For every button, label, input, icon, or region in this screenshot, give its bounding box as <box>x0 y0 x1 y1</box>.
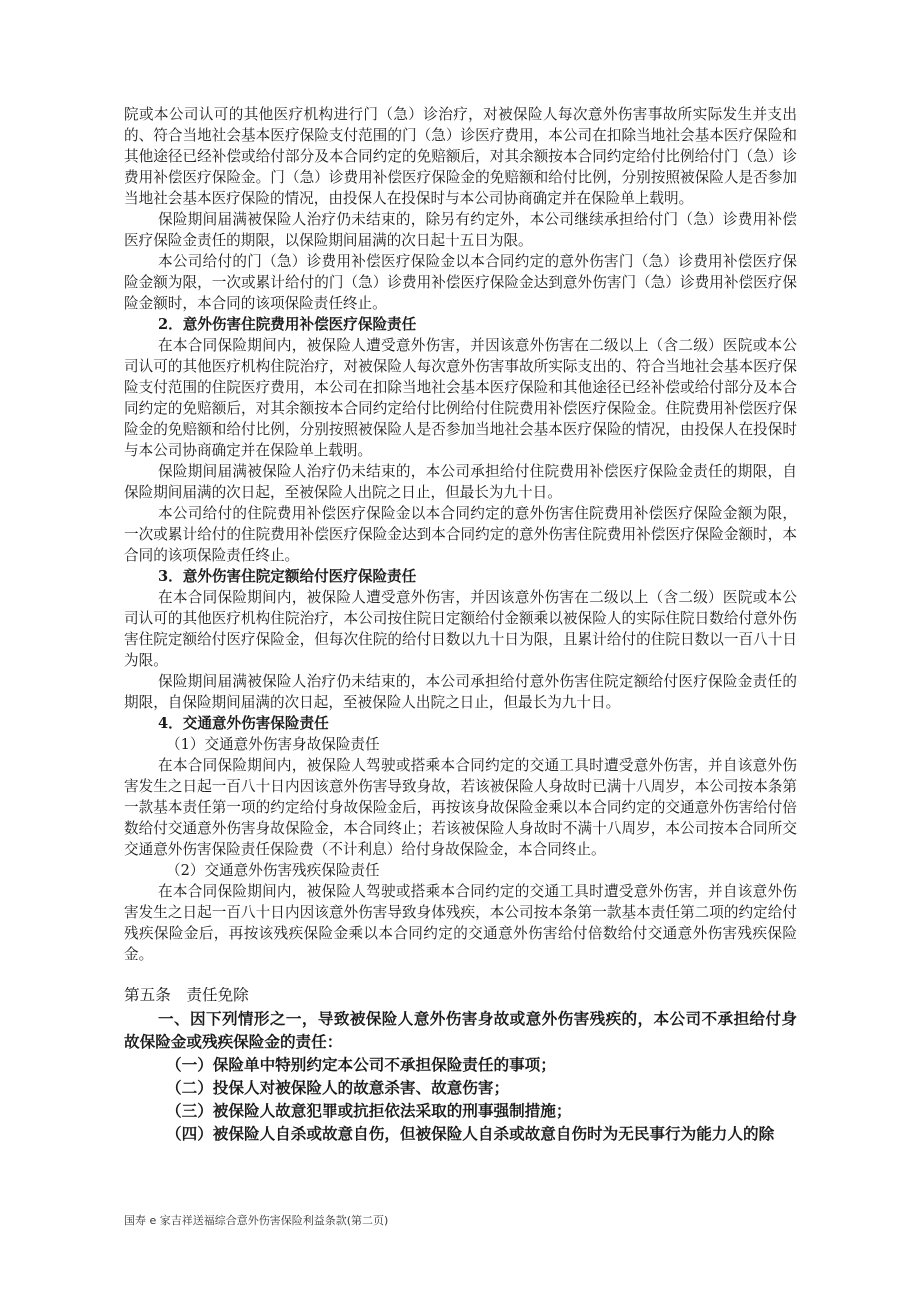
subheading-traffic-disability: （2）交通意外伤害残疾保险责任 <box>166 862 380 879</box>
exclusion-item: （二）投保人对被保险人的故意杀害、故意伤害； <box>166 1078 510 1097</box>
heading-inpatient-fixed: 3．意外伤害住院定额给付医疗保险责任 <box>158 568 417 585</box>
paragraph-inpatient-coverage: 在本合同保险期间内，被保险人遭受意外伤害，并因该意外伤害在二级以上（含二级）医院或本公司认可的其他医疗机构住院治疗，对被保险人每次意外伤害事故所实际支出的、符合当地社会基本医疗保险支付范围的住院医疗费用，本公司在扣除当地社会基本医疗保险和其他途径已经补偿或给付部分及本合同约定的免赔额后，对其余额按本合同约定给付比例给付住院费用补偿医疗保险金。住院费用补偿医疗保险金的免赔额和给付比例，分别按照被保险人是否参加当地社会基本医疗保险的情况，由投保人在投保时与本公司协商确定并在保险单上载明。 <box>124 337 797 459</box>
subheading-traffic-death: （1）交通意外伤害身故保险责任 <box>166 736 380 753</box>
section-exclusions <box>124 984 797 1145</box>
paragraph-fixed-coverage: 在本合同保险期间内，被保险人遭受意外伤害，并因该意外伤害在二级以上（含二级）医院或本公司认可的其他医疗机构住院治疗，本公司按住院日定额给付金额乘以被保险人的实际住院日数给付意外伤害住院定额给付医疗保险金，但每次住院的给付日数以九十日为限，且累计给付的住院日数以一百八十日为限。 <box>124 589 797 669</box>
paragraph-fixed-period: 保险期间届满被保险人治疗仍未结束的，本公司承担给付意外伤害住院定额给付医疗保险金责任的期限，自保险期间届满的次日起，至被保险人出院之日止，但最长为九十日。 <box>124 673 797 711</box>
paragraph-traffic-death: 在本合同保险期间内，被保险人驾驶或搭乘本合同约定的交通工具时遭受意外伤害，并自该意外伤害发生之日起一百八十日内因该意外伤害导致身故，若该被保险人身故时已满十八周岁，本公司按本条第一款基本责任第一项的约定给付身故保险金后，再按该身故保险金乘以本合同约定的交通意外伤害给付倍数给付交通意外伤害身故保险金，本合同终止；若该被保险人身故时不满十八周岁，本公司按本合同所交交通意外伤害保险责任保险费（不计利息）给付身故保险金，本合同终止。 <box>124 757 797 858</box>
document-body <box>124 104 797 1145</box>
paragraph-traffic-disability: 在本合同保险期间内，被保险人驾驶或搭乘本合同约定的交通工具时遭受意外伤害，并自该意外伤害发生之日起一百八十日内因该意外伤害导致身体残疾，本公司按本条第一款基本责任第二项的约定给付残疾保险金后，再按该残疾保险金乘以本合同约定的交通意外伤害给付倍数给付交通意外伤害残疾保险金。 <box>124 883 797 963</box>
paragraph-inpatient-period: 保险期间届满被保险人治疗仍未结束的，本公司承担给付住院费用补偿医疗保险金责任的期限，自保险期间届满的次日起，至被保险人出院之日止，但最长为九十日。 <box>124 463 797 501</box>
exclusion-item: （三）被保险人故意犯罪或抗拒依法采取的刑事强制措施； <box>166 1101 572 1120</box>
paragraph-outpatient-cont: 院或本公司认可的其他医疗机构进行门（急）诊治疗，对被保险人每次意外伤害事故所实际发生并支出的、符合当地社会基本医疗保险支付范围的门（急）诊医疗费用，本公司在扣除当地社会基本医疗保险和其他途径已经补偿或给付部分及本合同约定的免赔额后，对其余额按本合同约定给付比例给付门（急）诊费用补偿医疗保险金。门（急）诊费用补偿医疗保险金的免赔额和给付比例，分别按照被保险人是否参加当地社会基本医疗保险的情况，由投保人在投保时与本公司协商确定并在保险单上载明。 <box>124 106 797 207</box>
paragraph-outpatient-limit: 本公司给付的门（急）诊费用补偿医疗保险金以本合同约定的意外伤害门（急）诊费用补偿医疗保险金额为限，一次或累计给付的门（急）诊费用补偿医疗保险金达到意外伤害门（急）诊费用补偿医疗保险金额时，本合同的该项保险责任终止。 <box>124 253 797 312</box>
heading-inpatient-reimbursement: 2．意外伤害住院费用补偿医疗保险责任 <box>158 316 417 333</box>
paragraph-outpatient-period: 保险期间届满被保险人治疗仍未结束的，除另有约定外，本公司继续承担给付门（急）诊费用补偿医疗保险金责任的期限，以保险期间届满的次日起十五日为限。 <box>124 211 797 249</box>
exclusion-item: （四）被保险人自杀或故意自伤，但被保险人自杀或故意自伤时为无民事行为能力人的除 <box>166 1124 775 1143</box>
paragraph-inpatient-limit: 本公司给付的住院费用补偿医疗保险金以本合同约定的意外伤害住院费用补偿医疗保险金额为限，一次或累计给付的住院费用补偿医疗保险金达到本合同约定的意外伤害住院费用补偿医疗保险金额时，本合同的该项保险责任终止。 <box>124 505 797 564</box>
page-footer: 国寿 e 家吉祥送福综合意外伤害保险利益条款(第二页) <box>124 1214 389 1227</box>
section-title: 第五条 责任免除 <box>124 986 249 1004</box>
heading-traffic-accident: 4．交通意外伤害保险责任 <box>158 715 329 732</box>
exclusion-intro: 一、因下列情形之一，导致被保险人意外伤害身故或意外伤害残疾的，本公司不承担给付身故保险金或残疾保险金的责任： <box>124 1009 797 1051</box>
exclusion-item: （一）保险单中特别约定本公司不承担保险责任的事项； <box>166 1055 556 1074</box>
